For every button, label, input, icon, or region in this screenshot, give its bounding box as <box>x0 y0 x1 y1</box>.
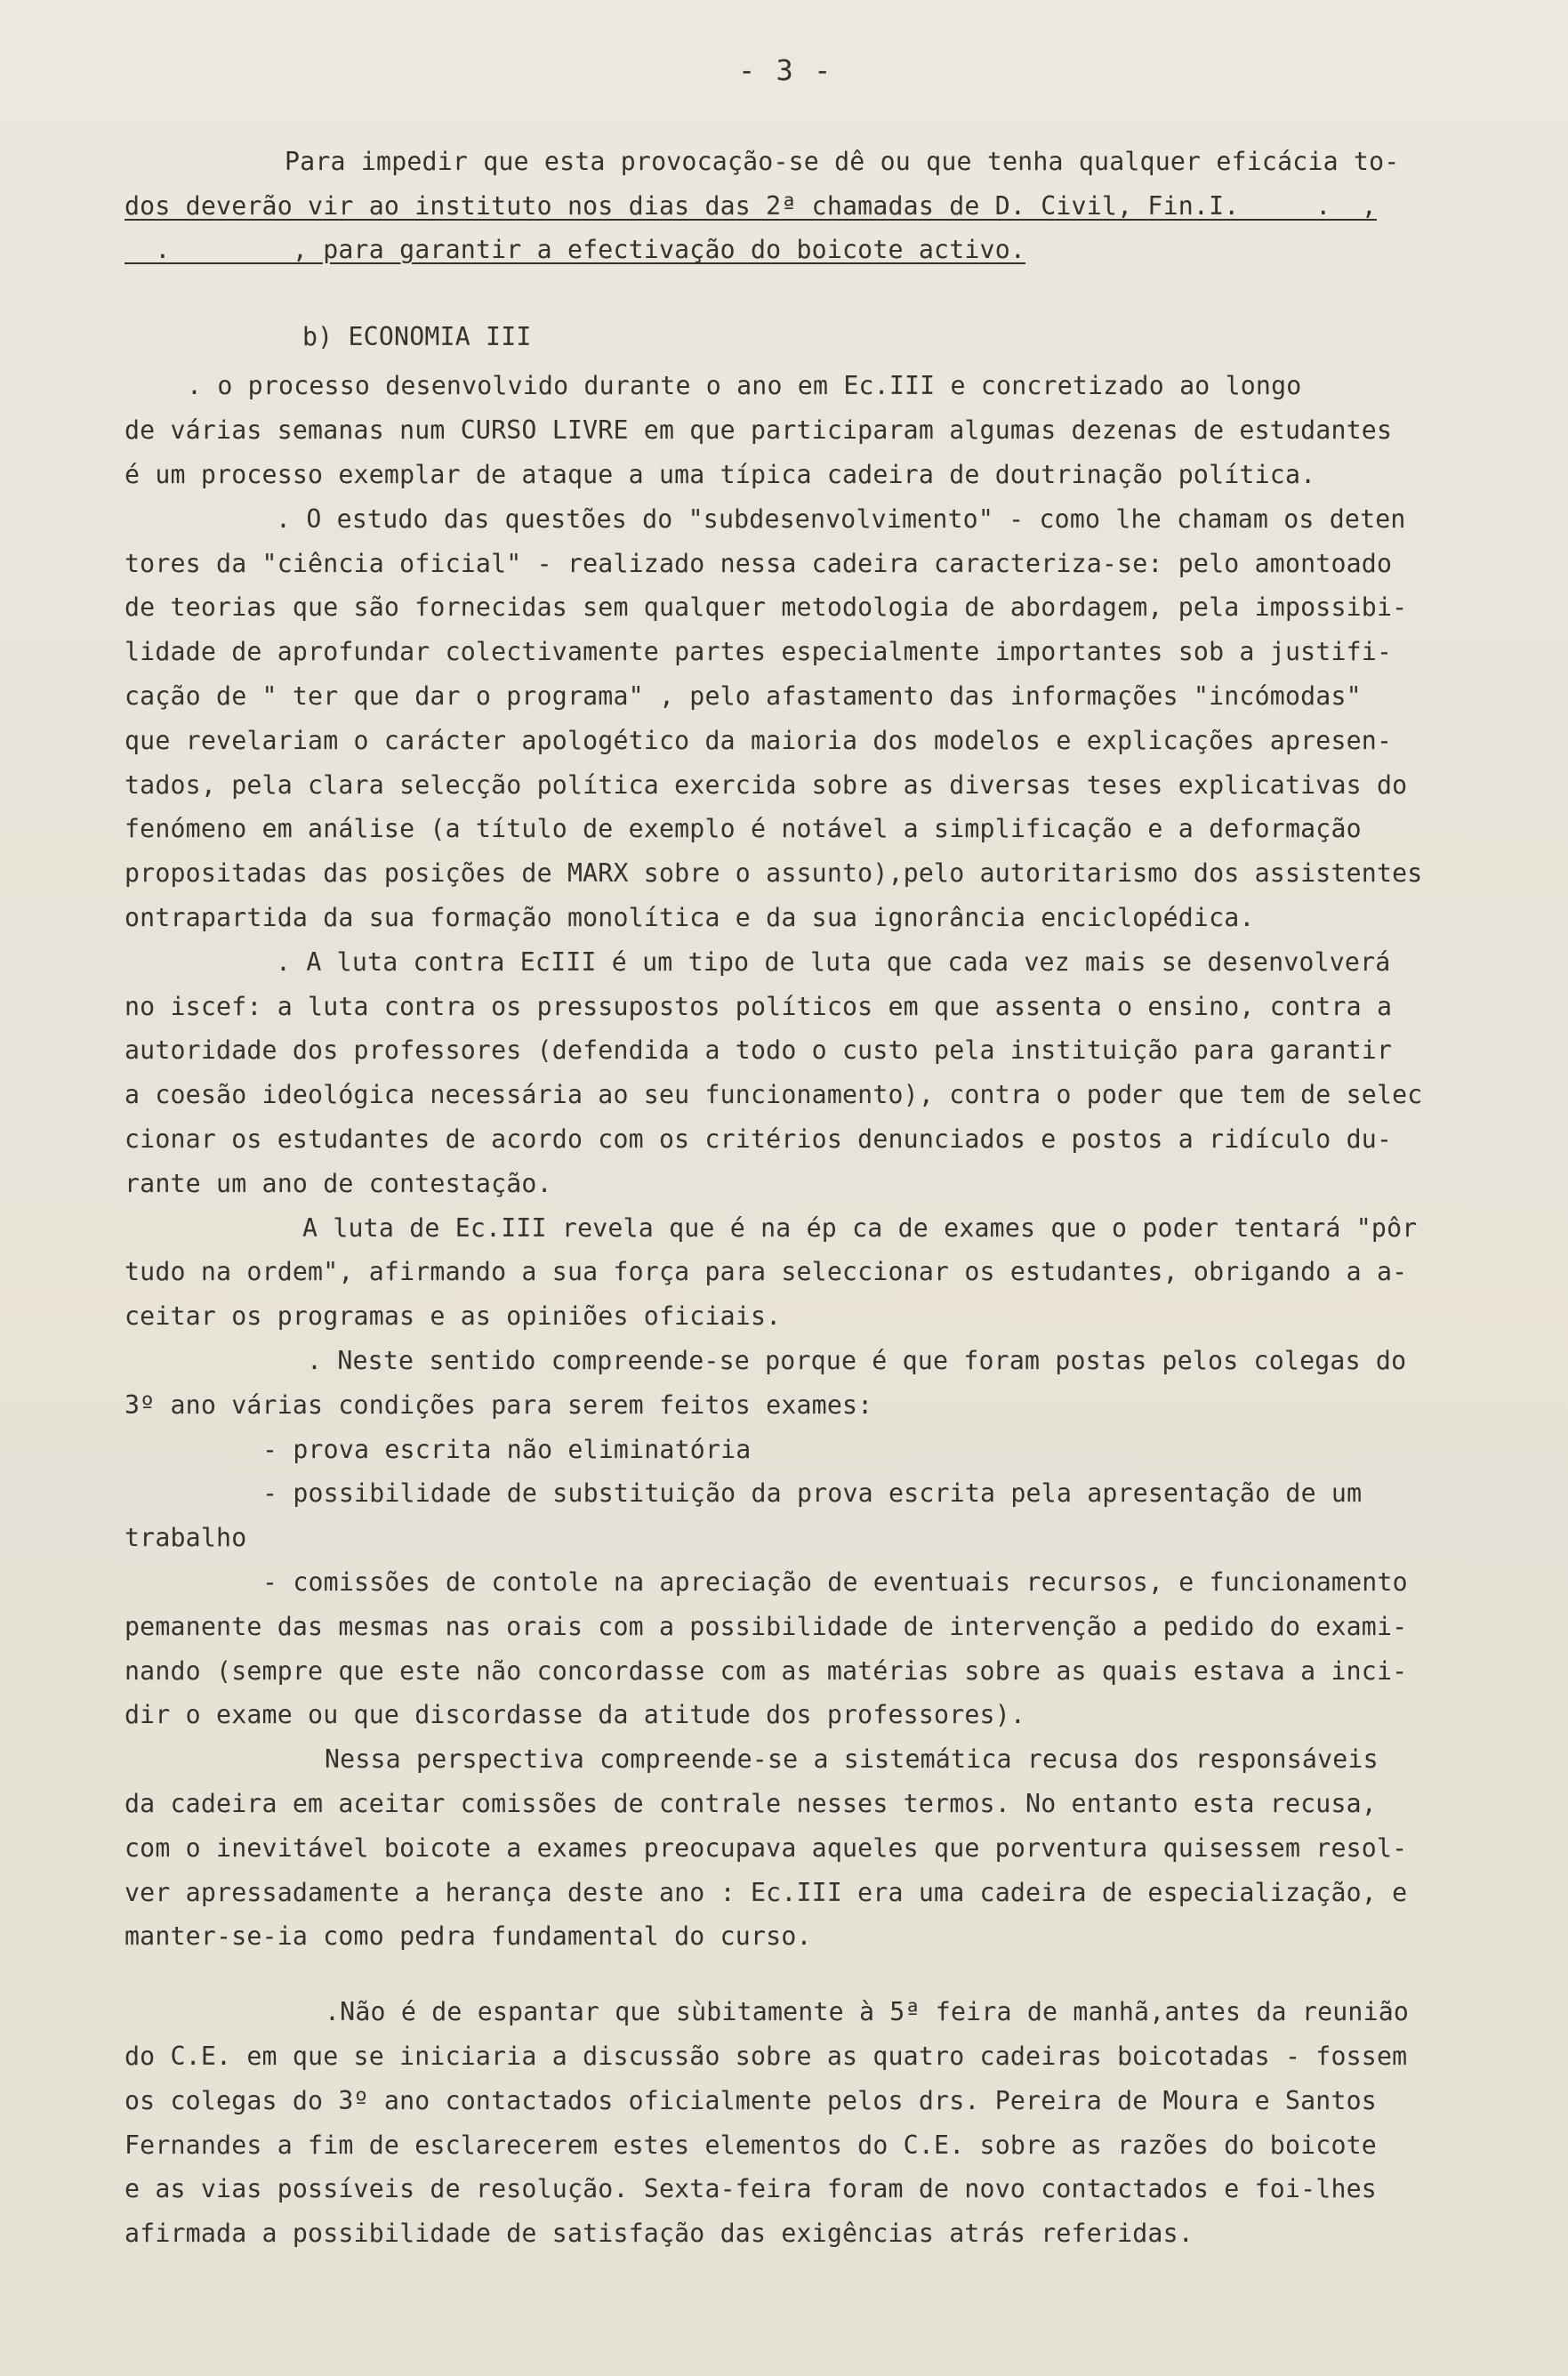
text-line: de teorias que são fornecidas sem qualquer metodologia de abordagem, pela impossibi- <box>125 592 1408 622</box>
text-line: rante um ano de contestação. <box>125 1169 552 1198</box>
text-line: lidade de aprofundar colectivamente partes especialmente importantes sob a justifi- <box>125 637 1393 666</box>
text-line: tados, pela clara selecção política exercida sobre as diversas teses explicativas do <box>125 770 1408 800</box>
text-line: dos deverão vir ao instituto nos dias das 2ª chamadas de D. Civil, Fin.I. _ _ . _, <box>125 191 1377 221</box>
text-line: A luta de Ec.III revela que é na ép ca de exames que o poder tentará "pôr <box>302 1213 1418 1243</box>
text-line: cionar os estudantes de acordo com os critérios denunciados e postos a ridículo du- <box>125 1124 1393 1154</box>
text-line: trabalho <box>125 1523 247 1552</box>
page-number: - 3 - <box>738 53 833 87</box>
text-line: que revelariam o carácter apologético da maioria dos modelos e explicações apresen- <box>125 726 1393 755</box>
text-line: Nessa perspectiva compreende-se a sistemática recusa dos responsáveis <box>325 1744 1379 1774</box>
text-line: da cadeira em aceitar comissões de contrale nesses termos. No entanto esta recusa, <box>125 1789 1377 1818</box>
text-line: _ . _ _ _ _, para garantir a efectivação do boicote activo. <box>125 235 1026 264</box>
text-line: dir o exame ou que discordasse da atitude dos professores). <box>125 1700 1026 1729</box>
text-line: . Neste sentido compreende-se porque é que foram postas pelos colegas do <box>307 1346 1407 1375</box>
list-item: - possibilidade de substituição da prova escrita pela apresentação de um <box>262 1478 1363 1508</box>
text-line: ontrapartida da sua formação monolítica e da sua ignorância enciclopédica. <box>125 903 1255 932</box>
section-heading: b) ECONOMIA III <box>302 322 532 351</box>
text-line: Fernandes a fim de esclarecerem estes elementos do C.E. sobre as razões do boicote <box>125 2130 1377 2160</box>
text-line: tudo na ordem", afirmando a sua força para seleccionar os estudantes, obrigando a a- <box>125 1257 1408 1286</box>
text-line: a coesão ideológica necessária ao seu funcionamento), contra o poder que tem de selec <box>125 1080 1423 1109</box>
text-line: . A luta contra EcIII é um tipo de luta que cada vez mais se desenvolverá <box>276 947 1391 977</box>
text-line: afirmada a possibilidade de satisfação das exigências atrás referidas. <box>125 2219 1194 2248</box>
text-line: pemanente das mesmas nas orais com a possibilidade de intervenção a pedido do exami- <box>125 1612 1408 1641</box>
text-line: ver apressadamente a herança deste ano : Ec.III era uma cadeira de especialização, e <box>125 1878 1408 1907</box>
text-line: cação de " ter que dar o programa" , pelo afastamento das informações "incómodas" <box>125 681 1362 711</box>
text-line: fenómeno em análise (a título de exemplo é notável a simplificação e a deformação <box>125 814 1362 843</box>
text-line: tores da "ciência oficial" - realizado nessa cadeira caracteriza-se: pelo amontoado <box>125 549 1393 578</box>
text-line: .Não é de espantar que sùbitamente à 5ª feira de manhã,antes da reunião <box>325 1997 1410 2026</box>
text-line: no iscef: a luta contra os pressupostos políticos em que assenta o ensino, contra a <box>125 992 1393 1021</box>
text-line: propositadas das posições de MARX sobre o assunto),pelo autoritarismo dos assistentes <box>125 858 1423 888</box>
text-line: nando (sempre que este não concordasse com as matérias sobre as quais estava a inci- <box>125 1656 1408 1686</box>
text-line: Para impedir que esta provocação-se dê ou que tenha qualquer eficácia to- <box>285 147 1400 176</box>
text-line: . O estudo das questões do "subdesenvolvimento" - como lhe chamam os deten <box>276 504 1406 534</box>
text-line: de várias semanas num CURSO LIVRE em que participaram algumas dezenas de estudantes <box>125 415 1393 445</box>
text-line: os colegas do 3º ano contactados oficialmente pelos drs. Pereira de Moura e Santos <box>125 2086 1377 2115</box>
text-line: é um processo exemplar de ataque a uma típica cadeira de doutrinação política. <box>125 460 1316 489</box>
text-line: com o inevitável boicote a exames preocupava aqueles que porventura quisessem resol- <box>125 1833 1408 1863</box>
text-line: autoridade dos professores (defendida a todo o custo pela instituição para garantir <box>125 1035 1393 1065</box>
list-item: - comissões de contole na apreciação de eventuais recursos, e funcionamento <box>262 1567 1408 1597</box>
text-line: ceitar os programas e as opiniões oficiais. <box>125 1301 782 1331</box>
text-line: e as vias possíveis de resolução. Sexta-feira foram de novo contactados e foi-lhes <box>125 2174 1377 2203</box>
text-line: do C.E. em que se iniciaria a discussão sobre as quatro cadeiras boicotadas - fossem <box>125 2042 1408 2071</box>
text-line: manter-se-ia como pedra fundamental do curso. <box>125 1921 812 1951</box>
list-item: - prova escrita não eliminatória <box>262 1435 752 1464</box>
text-line: 3º ano várias condições para serem feitos exames: <box>125 1390 873 1420</box>
text-line: . o processo desenvolvido durante o ano em Ec.III e concretizado ao longo <box>187 371 1302 400</box>
